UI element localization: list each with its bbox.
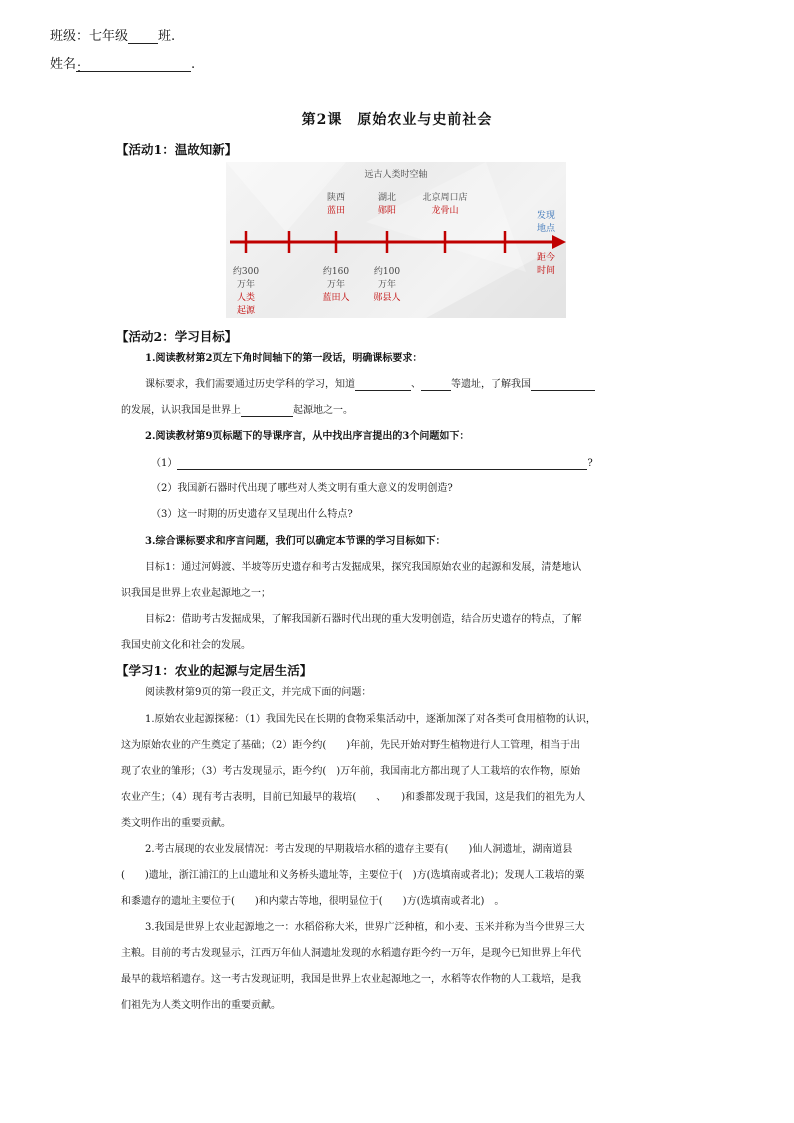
name-blank[interactable]: ： <box>76 57 191 72</box>
time-event: 人类 <box>236 293 256 303</box>
p3-line: 最早的栽培稻遗存。这一考古发现证明，我国是世界上农业起源地之一，水稻等农作物的人工栽培，是我 <box>121 974 581 985</box>
name-suffix: . <box>191 57 196 72</box>
time-value: 约300 <box>232 267 260 277</box>
class-label: 班级：七年级 <box>50 29 129 44</box>
q1-text: 1.阅读教材第2页左下角时间轴下的第一段话，明确课标要求： <box>145 353 423 364</box>
timeline-figure <box>226 162 566 318</box>
blank-development[interactable] <box>531 379 595 391</box>
p2-line: 2.考古展现的农业发展情况：考古发现的早期栽培水稻的遗存主要有( )仙人洞遗址，湖南道县 <box>145 844 573 855</box>
time-event: 起源 <box>236 306 256 316</box>
p3-line: 3.我国是世界上农业起源地之一：水稻俗称大米，世界广泛种植，和小麦、玉米并称为当今世界三大 <box>145 922 585 933</box>
loc-site: 蓝田 <box>326 206 346 216</box>
time-unit: 万年 <box>236 280 256 290</box>
time-unit: 万年 <box>377 280 397 290</box>
study1-heading: 【学习1：农业的起源与定居生活】 <box>116 663 313 678</box>
loc-place: 北京周口店 <box>422 193 468 203</box>
q2-item-3: （3）这一时期的历史遗存又呈现出什么特点? <box>151 509 353 520</box>
class-blank[interactable] <box>128 29 158 44</box>
p1-line: 这为原始农业的产生奠定了基础；（2）距今约( )年前，先民开始对野生植物进行人工管理，相当于出 <box>121 740 581 751</box>
goal1-line-b: 识我国是世界上农业起源地之一； <box>121 588 271 599</box>
name-line <box>50 53 196 76</box>
q2-item-1: （1） ? <box>151 458 593 469</box>
loc-place: 湖北 <box>377 193 397 203</box>
axis-label-bottom: 时间 <box>536 266 556 276</box>
p1-line: 1.原始农业起源探秘：（1）我国先民在长期的食物采集活动中，逐渐加深了对各类可食用植物的认识， <box>145 714 596 725</box>
timeline-panel <box>226 162 566 318</box>
loc-site: 龙骨山 <box>431 206 459 216</box>
p3-line: 主粮。目前的考古发现显示，江西万年仙人洞遗址发现的水稻遗存距今约一万年，是现今已知世界上年代 <box>121 948 581 959</box>
loc-place: 陕西 <box>326 193 346 203</box>
p2-line: ( )遗址，浙江浦江的上山遗址和义务桥头遗址等，主要位于( )方(选填南或者北)；发现人工栽培的粟 <box>121 870 585 881</box>
blank-site-1[interactable] <box>355 379 411 391</box>
class-suffix: 班. <box>158 29 176 44</box>
blank-site-2[interactable] <box>421 379 451 391</box>
p1-line: 类文明作出的重要贡献。 <box>121 818 231 829</box>
q3-text: 3.综合课标要求和序言问题，我们可以确定本节课的学习目标如下： <box>145 536 446 547</box>
time-unit: 万年 <box>326 280 346 290</box>
p2-line: 和黍遗存的遗址主要位于( )和内蒙古等地，很明显位于( )方(选填南或者北) 。 <box>121 896 505 907</box>
axis-label-top: 发现 <box>536 211 556 221</box>
activity2-heading: 【活动2：学习目标】 <box>116 329 238 344</box>
axis-label-bottom: 距今 <box>536 253 556 263</box>
goal2-line-a: 目标2：借助考古发掘成果，了解我国新石器时代出现的重大发明创造，结合历史遗存的特点，了解 <box>145 614 582 625</box>
q2-item-2: （2）我国新石器时代出现了哪些对人类文明有重大意义的发明创造? <box>151 483 453 494</box>
goal2-line-b: 我国史前文化和社会的发展。 <box>121 640 251 651</box>
time-value: 约160 <box>322 267 350 277</box>
page-title: 第2课 原始农业与史前社会 <box>301 112 493 128</box>
goal1-line-a: 目标1：通过河姆渡、半坡等历史遗存和考古发掘成果，探究我国原始农业的起源和发展，清楚地认 <box>145 562 582 573</box>
study1-intro: 阅读教材第9页的第一段正文，并完成下面的问题： <box>145 687 372 698</box>
blank-origin[interactable] <box>241 405 293 417</box>
q2-text: 2.阅读教材第9页标题下的导课序言，从中找出序言提出的3个问题如下： <box>145 431 470 442</box>
p3-line: 们祖先为人类文明作出的重要贡献。 <box>121 1000 281 1011</box>
loc-site: 郧阳 <box>377 206 397 216</box>
axis-label-top: 地点 <box>536 224 556 234</box>
class-line <box>50 25 175 44</box>
blank-question-1[interactable] <box>177 458 587 470</box>
time-event: 蓝田人 <box>322 293 350 303</box>
time-value: 约100 <box>373 267 401 277</box>
name-label: 姓名 <box>50 57 77 72</box>
p1-line: 现了农业的雏形；（3）考古发现显示，距今约( )万年前，我国南北方都出现了人工栽培的农作物，原始 <box>121 766 581 777</box>
p1-line: 农业产生；（4）现有考古表明，目前已知最早的栽培( 、 )和黍都发现于我国，这是我们的祖先为人 <box>121 792 586 803</box>
q1-line-b: 的发展，认识我国是世界上 起源地之一。 <box>121 405 353 416</box>
q1-line-a: 课标要求，我们需要通过历史学科的学习，知道 、 等遗址，了解我国 <box>145 378 595 391</box>
time-event: 郧县人 <box>373 293 401 303</box>
activity1-heading: 【活动1：温故知新】 <box>116 142 238 157</box>
timeline-title: 远古人类时空轴 <box>364 170 428 180</box>
